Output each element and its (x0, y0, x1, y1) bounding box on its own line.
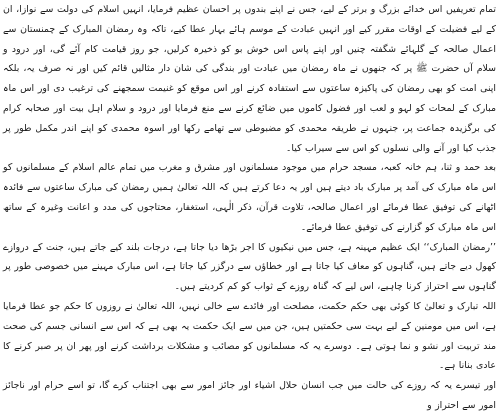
paragraph-greeting: بعد حمد و ثنا، ہم خانہ کعبہ، مسجد حرام میں موجود مسلمانوں اور مشرق و مغرب میں تمام عالم اسلام کے مسلمانوں کو اس ماہ مبارک کی آمد پر مبارک باد دیتے ہیں اور یہ دعا کرتے ہیں کہ اللہ تعالیٰ ہمیں رمضان کی مبارک ساعتوں سے فائدہ اٹھانے کی توفیق عطا فرمائے اور اعمال صالحہ، تلاوت قرآن، ذکر الٰہی، استغفار، محتاجوں کی مدد و اعانت وغیرہ کے ساتھ اس ماہ مبارک کو گزارنے کی توفیق عطا فرمائے۔ (3, 162, 496, 233)
paragraph-avoiding-sins: اور تیسرے یہ کہ روزے کی حالت میں جب انسان حلال اشیاء اور جائز امور سے بھی اجتناب کرے گا، تو اسے حرام اور ناجائز امور سے احتراز و (3, 380, 496, 411)
paragraph-praise: تمام تعریفیں اس خدائے بزرگ و برتر کے لیے، جس نے اپنے بندوں پر احسان عظیم فرمایا، انہیں اسلام کی دولت سے نوازا، ان کے لیے فضیلت کے اوقات مقرر کیے اور انہیں عبادت کے موسم ہائے بہار عطا کیے، تاکہ وہ رمضان المبارک کے چمنستان سے اعمال صالحہ کے گلہائے شگفتہ چنیں اور اپنے پاس اس خوش بو کو ذخیرہ کرلیں، جو روز قیامت کام آئے گی، اور درود و سلام آں حضرت ﷺ پر کہ جنھوں نے ماہ رمضان میں عبادت اور بندگی کی شان دار مثالیں قائم کیں اور نہ صرف یہ، بلکہ اپنی امت کو بھی رمضان کی پاکیزہ ساعتوں سے استفادہ کرنے اور اس موقع کو غنیمت سمجھنے کی ترغیب دی اور اس ماہ مبارک کے لمحات کو لہو و لعب اور فضول کاموں میں ضائع کرنے سے منع فرمایا اور درود و سلام اہل بیت اور صحابہ کرام کی برگزیدہ جماعت پر، جنہوں نے طریقہ محمدی کو مضبوطی سے تھامے رکھا اور اسوہ محمدی کو اپنے اندر مکمل طور پر جذب کیا اور آنے والی نسلوں کو اس سے سیراب کیا۔ (3, 4, 496, 154)
paragraph-wisdom-of-fasting: اللہ تبارک و تعالیٰ کا کوئی بھی حکم حکمت، مصلحت اور فائدے سے خالی نہیں، اللہ تعالیٰ نے روزوں کا حکم جو عطا فرمایا ہے، اس میں مومنین کے لیے بہت سی حکمتیں ہیں، جن میں سے ایک حکمت یہ بھی ہے کہ اس سے انسانی جسم کی صحت مند تربیت اور نشو و نما ہوتی ہے۔ دوسرے یہ کہ مسلمانوں کو مصائب و مشکلات برداشت کرنے اور پھر ان پر صبر کرنے کا عادی بنانا ہے۔ (3, 300, 496, 372)
paragraph-ramadan-virtues: ’’رمضان المبارک‘‘ ایک عظیم مہینہ ہے، جس میں نیکیوں کا اجر بڑھا دیا جاتا ہے، درجات بلند کیے جاتے ہیں، جنت کے دروازے کھول دیے جاتے ہیں، گناہوں کو معاف کیا جاتا ہے اور خطاؤں سے درگزر کیا جاتا ہے، اس مبارک مہینے میں خصوصی طور پر گناہوں سے احتراز کرنا چاہیے، اس لیے کہ گناہ روزے کے ثواب کو کم کردیتے ہیں۔ (3, 241, 496, 293)
